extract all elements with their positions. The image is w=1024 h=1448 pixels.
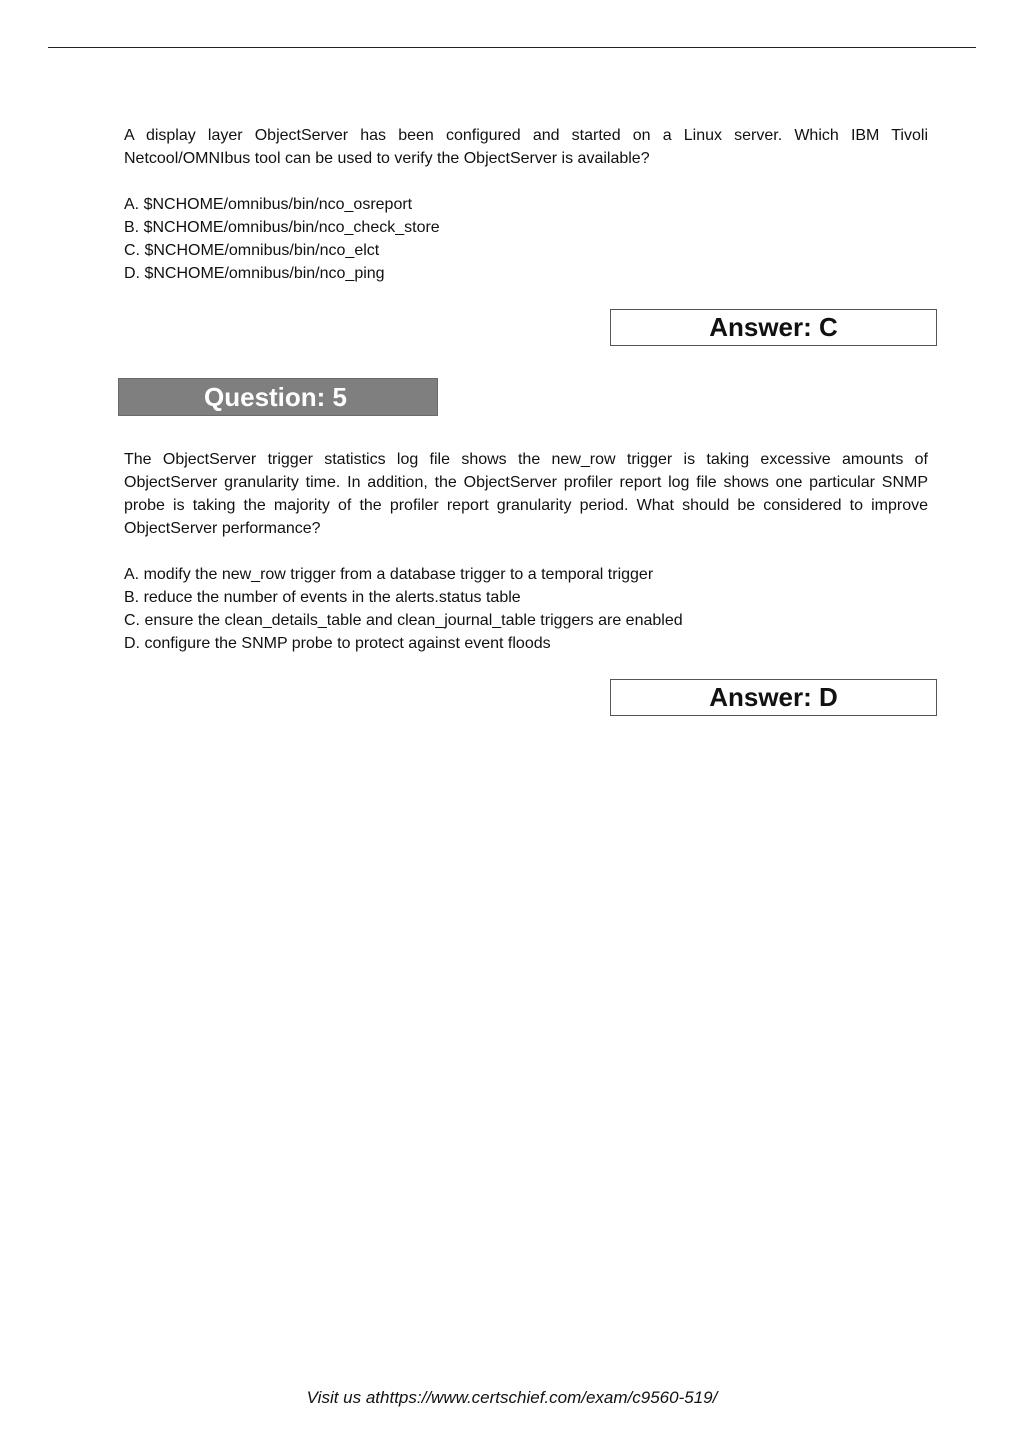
question-5-options [124,563,928,655]
answer-box-q5: Answer: D [610,679,937,716]
footer-link-text[interactable]: Visit us athttps://www.certschief.com/exam/c9560-519/ [306,1388,718,1407]
option-b: B. $NCHOME/omnibus/bin/nco_check_store [124,219,440,236]
header-rule [48,47,976,48]
option-b: B. reduce the number of events in the alerts.status table [124,589,521,606]
option-d: D. configure the SNMP probe to protect against event floods [124,635,551,652]
option-d: D. $NCHOME/omnibus/bin/nco_ping [124,265,385,282]
option-c: C. $NCHOME/omnibus/bin/nco_elct [124,242,380,259]
question-4-options [124,193,928,285]
option-c: C. ensure the clean_details_table and clean_journal_table triggers are enabled [124,612,683,629]
option-a: A. $NCHOME/omnibus/bin/nco_osreport [124,196,413,213]
answer-box-q4: Answer: C [610,309,937,346]
question-5-text: The ObjectServer trigger statistics log file shows the new_row trigger is taking excessive amounts of ObjectServer granularity time. In addition, the ObjectServer profiler report log file shows one particular SNMP probe is taking the majority of the profiler report granularity period. What should be considered to improve ObjectServer performance? [124,451,928,537]
option-a: A. modify the new_row trigger from a database trigger to a temporal trigger [124,566,654,583]
question-5-heading: Question: 5 [118,378,438,416]
question-4-text: A display layer ObjectServer has been configured and started on a Linux server. Which IBM Tivoli Netcool/OMNIbus tool can be used to verify the ObjectServer is available? [124,127,928,167]
